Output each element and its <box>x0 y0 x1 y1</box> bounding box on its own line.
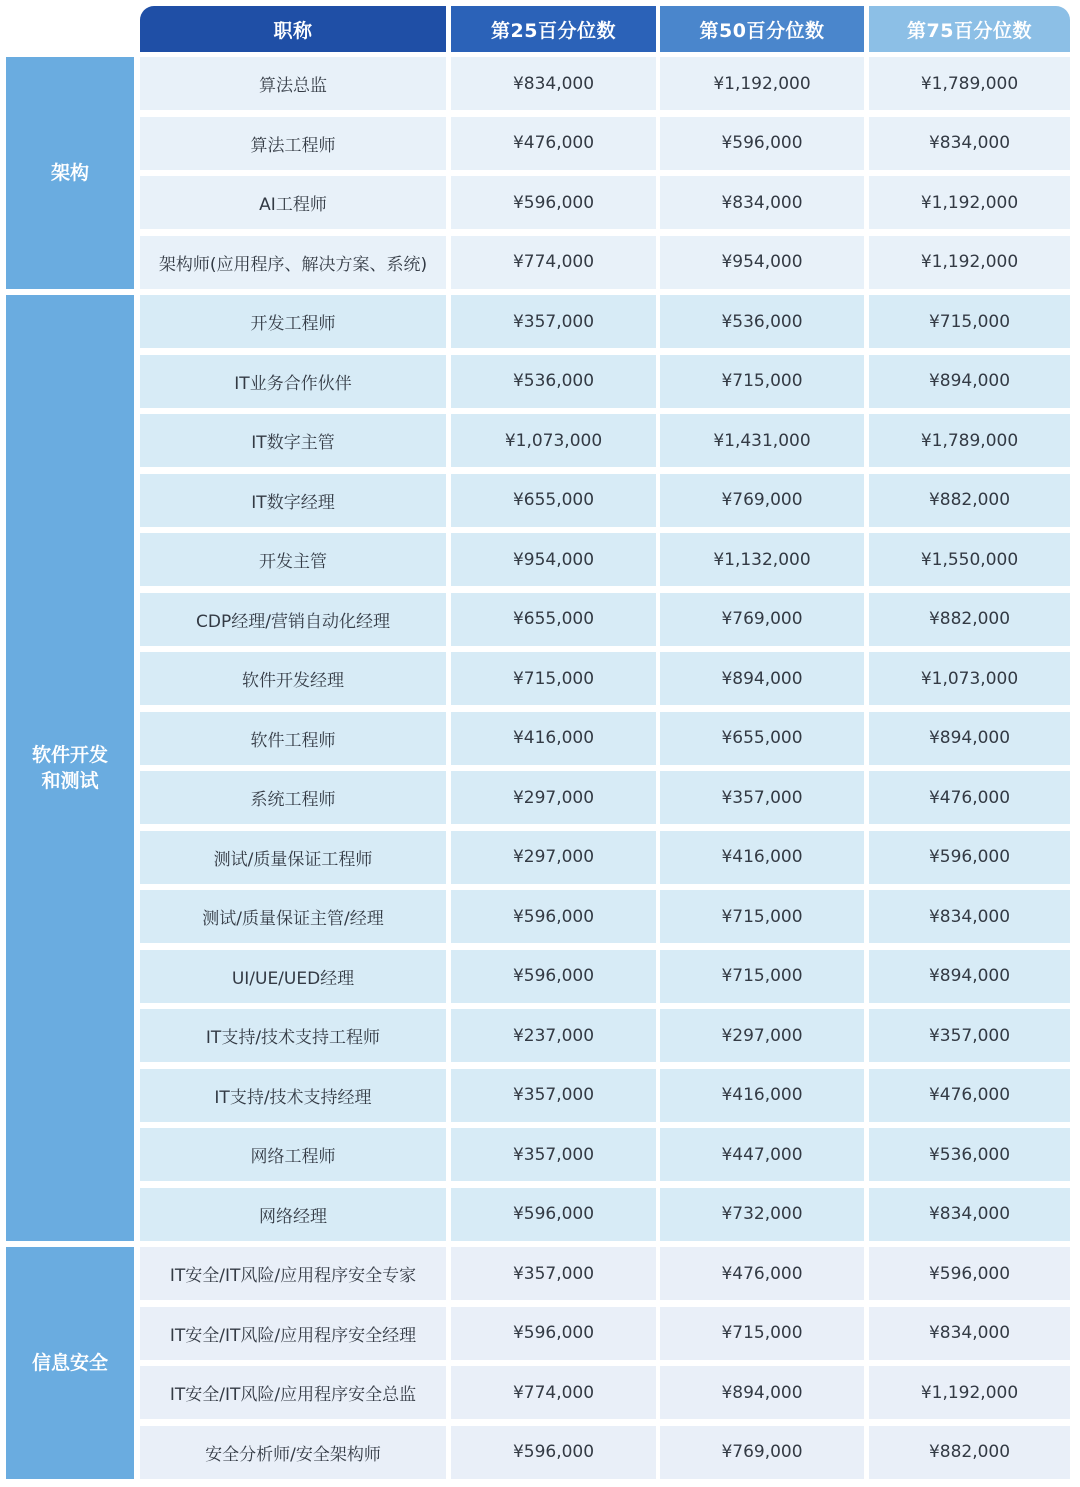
p50-cell: ¥715,000 <box>660 1307 864 1360</box>
p75-cell: ¥715,000 <box>869 295 1070 348</box>
p25-cell: ¥596,000 <box>451 1426 656 1479</box>
p25-cell: ¥297,000 <box>451 771 656 824</box>
job-title-cell: 软件工程师 <box>140 712 446 765</box>
p50-cell: ¥834,000 <box>660 176 864 229</box>
header-p25: 第25百分位数 <box>451 6 656 52</box>
job-title-cell: 测试/质量保证主管/经理 <box>140 890 446 943</box>
header-p50: 第50百分位数 <box>660 6 864 52</box>
p25-cell: ¥655,000 <box>451 474 656 527</box>
p50-cell: ¥1,132,000 <box>660 533 864 586</box>
job-title-cell: IT安全/IT风险/应用程序安全经理 <box>140 1307 446 1360</box>
p75-cell: ¥476,000 <box>869 1069 1070 1122</box>
p50-cell: ¥655,000 <box>660 712 864 765</box>
category-cell <box>6 57 134 289</box>
p75-cell: ¥357,000 <box>869 1009 1070 1062</box>
p50-cell: ¥1,192,000 <box>660 57 864 110</box>
p75-cell: ¥834,000 <box>869 890 1070 943</box>
job-title-cell: 开发主管 <box>140 533 446 586</box>
p25-cell: ¥357,000 <box>451 1247 656 1300</box>
p25-cell: ¥655,000 <box>451 593 656 646</box>
p25-cell: ¥596,000 <box>451 950 656 1003</box>
p50-cell: ¥416,000 <box>660 1069 864 1122</box>
p50-cell: ¥476,000 <box>660 1247 864 1300</box>
p25-cell: ¥774,000 <box>451 236 656 289</box>
job-title-cell: IT支持/技术支持工程师 <box>140 1009 446 1062</box>
job-title-cell: 软件开发经理 <box>140 652 446 705</box>
p25-cell: ¥834,000 <box>451 57 656 110</box>
job-title-cell: 算法总监 <box>140 57 446 110</box>
p25-cell: ¥715,000 <box>451 652 656 705</box>
category-label: 信息安全 <box>31 1351 108 1374</box>
p25-cell: ¥596,000 <box>451 890 656 943</box>
job-title-cell: IT业务合作伙伴 <box>140 355 446 408</box>
p50-cell: ¥769,000 <box>660 474 864 527</box>
p50-cell: ¥769,000 <box>660 593 864 646</box>
job-title-cell: IT数字经理 <box>140 474 446 527</box>
p25-cell: ¥596,000 <box>451 1188 656 1241</box>
p50-cell: ¥715,000 <box>660 950 864 1003</box>
header-job-title: 职称 <box>140 6 446 52</box>
job-title-cell: IT支持/技术支持经理 <box>140 1069 446 1122</box>
p50-cell: ¥954,000 <box>660 236 864 289</box>
job-title-cell: 网络经理 <box>140 1188 446 1241</box>
p25-cell: ¥416,000 <box>451 712 656 765</box>
p75-cell: ¥476,000 <box>869 771 1070 824</box>
category-label-line: 和测试 <box>41 769 99 792</box>
p25-cell: ¥596,000 <box>451 1307 656 1360</box>
p50-cell: ¥297,000 <box>660 1009 864 1062</box>
p75-cell: ¥1,789,000 <box>869 414 1070 467</box>
category-cell <box>6 295 134 1241</box>
p25-cell: ¥237,000 <box>451 1009 656 1062</box>
p25-cell: ¥357,000 <box>451 295 656 348</box>
p25-cell: ¥357,000 <box>451 1128 656 1181</box>
p25-cell: ¥357,000 <box>451 1069 656 1122</box>
p75-cell: ¥1,192,000 <box>869 1366 1070 1419</box>
job-title-cell: IT数字主管 <box>140 414 446 467</box>
p25-cell: ¥774,000 <box>451 1366 656 1419</box>
p25-cell: ¥954,000 <box>451 533 656 586</box>
job-title-cell: 开发工程师 <box>140 295 446 348</box>
p50-cell: ¥715,000 <box>660 355 864 408</box>
p75-cell: ¥882,000 <box>869 1426 1070 1479</box>
p75-cell: ¥1,192,000 <box>869 176 1070 229</box>
job-title-cell: 安全分析师/安全架构师 <box>140 1426 446 1479</box>
header-p75: 第75百分位数 <box>869 6 1070 52</box>
job-title-cell: UI/UE/UED经理 <box>140 950 446 1003</box>
p50-cell: ¥447,000 <box>660 1128 864 1181</box>
job-title-cell: 测试/质量保证工程师 <box>140 831 446 884</box>
p75-cell: ¥834,000 <box>869 1188 1070 1241</box>
category-cell <box>6 1247 134 1479</box>
p75-cell: ¥894,000 <box>869 950 1070 1003</box>
p50-cell: ¥536,000 <box>660 295 864 348</box>
p75-cell: ¥596,000 <box>869 831 1070 884</box>
job-title-cell: 网络工程师 <box>140 1128 446 1181</box>
p50-cell: ¥596,000 <box>660 117 864 170</box>
p50-cell: ¥769,000 <box>660 1426 864 1479</box>
job-title-cell: CDP经理/营销自动化经理 <box>140 593 446 646</box>
job-title-cell: 架构师(应用程序、解决方案、系统) <box>140 236 446 289</box>
p75-cell: ¥536,000 <box>869 1128 1070 1181</box>
p50-cell: ¥715,000 <box>660 890 864 943</box>
p25-cell: ¥1,073,000 <box>451 414 656 467</box>
p50-cell: ¥357,000 <box>660 771 864 824</box>
p50-cell: ¥416,000 <box>660 831 864 884</box>
p25-cell: ¥476,000 <box>451 117 656 170</box>
p50-cell: ¥732,000 <box>660 1188 864 1241</box>
p75-cell: ¥894,000 <box>869 712 1070 765</box>
p50-cell: ¥894,000 <box>660 652 864 705</box>
job-title-cell: IT安全/IT风险/应用程序安全专家 <box>140 1247 446 1300</box>
job-title-cell: AI工程师 <box>140 176 446 229</box>
p75-cell: ¥894,000 <box>869 355 1070 408</box>
p25-cell: ¥596,000 <box>451 176 656 229</box>
p75-cell: ¥1,192,000 <box>869 236 1070 289</box>
p25-cell: ¥536,000 <box>451 355 656 408</box>
p75-cell: ¥1,073,000 <box>869 652 1070 705</box>
p75-cell: ¥834,000 <box>869 1307 1070 1360</box>
p50-cell: ¥894,000 <box>660 1366 864 1419</box>
category-label-line: 软件开发 <box>31 743 108 766</box>
p75-cell: ¥882,000 <box>869 474 1070 527</box>
p75-cell: ¥834,000 <box>869 117 1070 170</box>
category-label: 架构 <box>50 161 89 184</box>
p75-cell: ¥882,000 <box>869 593 1070 646</box>
p75-cell: ¥596,000 <box>869 1247 1070 1300</box>
p75-cell: ¥1,789,000 <box>869 57 1070 110</box>
p75-cell: ¥1,550,000 <box>869 533 1070 586</box>
p50-cell: ¥1,431,000 <box>660 414 864 467</box>
job-title-cell: 系统工程师 <box>140 771 446 824</box>
job-title-cell: 算法工程师 <box>140 117 446 170</box>
p25-cell: ¥297,000 <box>451 831 656 884</box>
job-title-cell: IT安全/IT风险/应用程序安全总监 <box>140 1366 446 1419</box>
